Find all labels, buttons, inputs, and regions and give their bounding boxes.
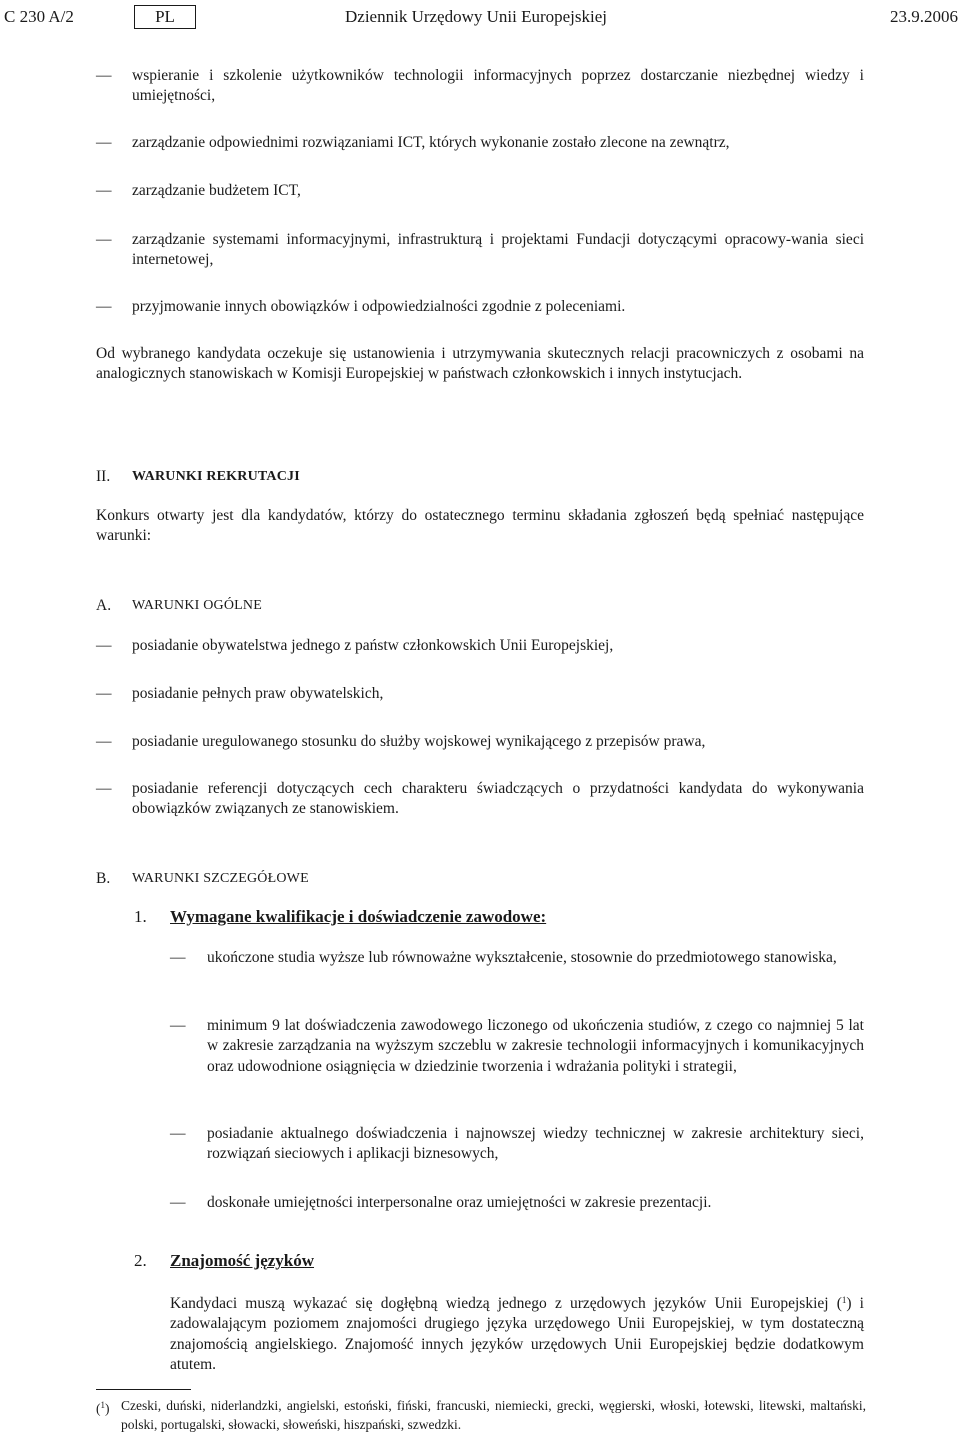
heading-title: Wymagane kwalifikacje i doświadczenie zawodowe: bbox=[170, 907, 547, 926]
dash-bullet: — bbox=[96, 298, 112, 315]
list-item-text: wspieranie i szkolenie użytkowników technologii informacyjnych poprzez dostarczanie niezbędnej wiedzy i umiejętności, bbox=[132, 67, 864, 105]
dash-bullet: — bbox=[96, 637, 112, 654]
footnote-reference[interactable]: 1 bbox=[841, 1295, 847, 1305]
list-item-text: ukończone studia wyższe lub równoważne wykształcenie, stosownie do przedmiotowego stanowiska, bbox=[207, 949, 837, 966]
dash-bullet: — bbox=[96, 231, 112, 248]
list-item-text: zarządzanie budżetem ICT, bbox=[132, 182, 301, 199]
heading-title: Znajomość języków bbox=[170, 1251, 315, 1270]
list-item-text: zarządzanie systemami informacyjnymi, infrastrukturą i projektami Fundacji dotyczącymi opracowy-wania sieci internetowej, bbox=[132, 231, 864, 269]
footnote-divider bbox=[96, 1389, 191, 1390]
list-item-text: zarządzanie odpowiednimi rozwiązaniami ICT, których wykonanie zostało zlecone na zewnątrz, bbox=[132, 134, 730, 151]
dash-bullet: — bbox=[96, 67, 112, 84]
subsection-letter: A. bbox=[96, 597, 112, 614]
dash-bullet: — bbox=[96, 733, 112, 750]
dash-bullet: — bbox=[96, 134, 112, 151]
subsection-title: WARUNKI OGÓLNE bbox=[132, 598, 262, 613]
dash-bullet: — bbox=[96, 780, 112, 797]
dash-bullet: — bbox=[170, 1194, 186, 1211]
language-box: PL bbox=[134, 5, 196, 29]
list-item-text: posiadanie obywatelstwa jednego z państw członkowskich Unii Europejskiej, bbox=[132, 637, 614, 654]
list-item-text: posiadanie aktualnego doświadczenia i najnowszej wiedzy technicznej w zakresie architektury sieci, rozwiązań sieciowych i aplikacji biznesowych, bbox=[207, 1125, 864, 1163]
subsection-heading bbox=[96, 869, 864, 889]
dash-bullet: — bbox=[170, 1125, 186, 1142]
dash-bullet: — bbox=[96, 685, 112, 702]
list-item-text: posiadanie referencji dotyczących cech charakteru świadczących o przydatności kandydata do wykonywania obowiązków związanych ze stanowiskiem. bbox=[132, 780, 864, 818]
dash-bullet: — bbox=[170, 1017, 186, 1034]
footnote-text: Czeski, duński, niderlandzki, angielski, estoński, fiński, francuski, niemiecki, grecki, węgierski, włoski, łotewski, litewski, maltański, polski, portugalski, słowacki, słoweński, hiszpański, szwedzki. bbox=[121, 1398, 866, 1432]
dash-bullet: — bbox=[170, 949, 186, 966]
heading-number: 1. bbox=[134, 907, 147, 926]
subsection-heading bbox=[96, 596, 864, 616]
numbered-heading bbox=[134, 906, 864, 928]
list-item-text: doskonałe umiejętności interpersonalne oraz umiejętności w zakresie prezentacji. bbox=[207, 1194, 712, 1211]
subsection-title: WARUNKI SZCZEGÓŁOWE bbox=[132, 871, 309, 886]
section-number: II. bbox=[96, 468, 111, 485]
section-title: WARUNKI REKRUTACJI bbox=[132, 469, 300, 484]
list-item-text: przyjmowanie innych obowiązków i odpowiedzialności zgodnie z poleceniami. bbox=[132, 298, 626, 315]
languages-text-end: ) i zadowalającym poziomem znajomości drugiego języka urzędowego Unii Europejskiej, w tym dostateczną znajomością angielskiego. Znajomość innych języków urzędowych Unii Europejskiej będzie dodatkowym atutem. bbox=[170, 1295, 864, 1374]
dash-bullet: — bbox=[96, 182, 112, 199]
heading-number: 2. bbox=[134, 1251, 147, 1270]
page-reference: C 230 A/2 bbox=[4, 7, 74, 26]
subsection-letter: B. bbox=[96, 870, 111, 887]
journal-title: Dziennik Urzędowy Unii Europejskiej bbox=[345, 7, 608, 26]
footnote-marker: ($^1$) bbox=[96, 1400, 110, 1416]
languages-paragraph bbox=[170, 1290, 864, 1376]
relations-paragraph: Od wybranego kandydata oczekuje się ustanowienia i utrzymywania skutecznych relacji pracowniczych z osobami na analogicznych stanowiskach w Komisji Europejskiej w państwach członkowskich i innych instytucjach. bbox=[96, 345, 864, 383]
section-heading bbox=[96, 467, 864, 487]
languages-text-start: Kandydaci muszą wykazać się dogłębną wiedzą jednego z urzędowych języków Unii Europejskiej ( bbox=[170, 1295, 842, 1312]
list-item-text: posiadanie uregulowanego stosunku do służby wojskowej wynikającego z przepisów prawa, bbox=[132, 733, 706, 750]
section-intro: Konkurs otwarty jest dla kandydatów, którzy do ostatecznego terminu składania zgłoszeń będą spełniać następujące warunki: bbox=[96, 507, 864, 545]
list-item-text: posiadanie pełnych praw obywatelskich, bbox=[132, 685, 384, 702]
publication-date: 23.9.2006 bbox=[890, 7, 958, 26]
page-header bbox=[0, 4, 960, 30]
numbered-heading bbox=[134, 1250, 864, 1272]
list-item-text: minimum 9 lat doświadczenia zawodowego liczonego od ukończenia studiów, z czego co najmniej 5 lat w zakresie zarządzania na wyższym szczeblu w zakresie technologii informacyjnych i komunikacyjnych oraz udowodnione osiągnięcia w dziedzinie tworzenia i wdrażania polityki i strategii, bbox=[207, 1017, 864, 1075]
